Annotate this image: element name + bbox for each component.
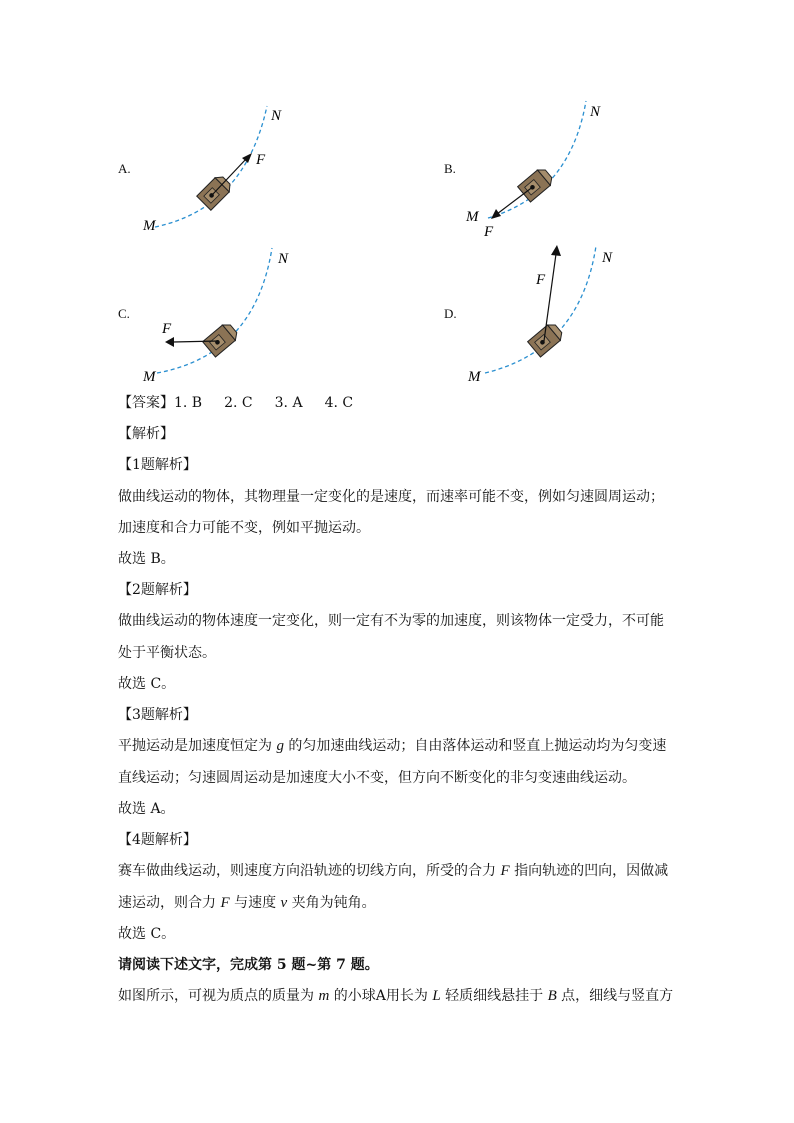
arrow-head — [551, 245, 561, 256]
option-d-figure — [462, 240, 632, 388]
label-m: M — [466, 209, 479, 225]
q4-text-line — [118, 861, 668, 881]
var-m: m — [318, 988, 330, 1004]
arrow-head — [491, 209, 501, 219]
answer-line — [118, 393, 353, 413]
q3-text-part: 的匀加速曲线运动；自由落体运动和竖直上抛运动均为匀变速 — [283, 738, 667, 754]
q2-text-line: 处于平衡状态。 — [118, 645, 216, 661]
option-c-figure — [135, 243, 305, 388]
q4-text-part: 指向轨迹的凹向，因做减 — [509, 863, 669, 879]
reading-text-part: 如图所示，可视为质点的质量为 — [118, 988, 319, 1004]
answer-item: 1. B — [174, 395, 203, 411]
option-b-figure — [462, 96, 622, 241]
q4-heading: 【4题解析】 — [118, 832, 197, 848]
q2-heading: 【2题解析】 — [118, 582, 197, 598]
label-n: N — [590, 104, 601, 120]
q1-text-line: 加速度和合力可能不变，例如平抛运动。 — [118, 520, 370, 536]
option-a-figure — [135, 98, 295, 238]
answer-item: 3. A — [274, 395, 303, 411]
label-f: F — [536, 272, 546, 288]
option-d-label: D. — [444, 306, 457, 321]
label-m: M — [143, 369, 156, 385]
option-b-label: B. — [444, 161, 456, 176]
var-l: L — [432, 988, 441, 1004]
reading-text-part: 点，细线与竖直方 — [556, 988, 674, 1004]
track-curve — [488, 101, 586, 218]
label-f: F — [256, 152, 266, 168]
analysis-heading: 【解析】 — [118, 426, 174, 442]
option-a-label: A. — [118, 161, 131, 176]
q3-text-line — [118, 736, 666, 756]
q3-conclusion: 故选 A。 — [118, 801, 175, 817]
q3-heading: 【3题解析】 — [118, 707, 197, 723]
var-f: F — [220, 895, 230, 911]
race-car — [518, 166, 555, 202]
answer-item: 4. C — [324, 395, 354, 411]
label-m: M — [143, 218, 156, 234]
label-n: N — [602, 250, 613, 266]
q4-conclusion: 故选 C。 — [118, 926, 176, 942]
q1-heading: 【1题解析】 — [118, 457, 197, 473]
q4-text-part: 赛车做曲线运动，则速度方向沿轨迹的切线方向，所受的合力 — [118, 863, 501, 879]
option-c-label: C. — [118, 306, 130, 321]
q1-text-line: 做曲线运动的物体，其物理量一定变化的是速度，而速率可能不变，例如匀速圆周运动； — [118, 489, 664, 505]
arrow-head — [165, 337, 174, 347]
var-f: F — [500, 863, 510, 879]
label-f: F — [162, 321, 172, 337]
reading-text-part: 的小球A用长为 — [329, 988, 433, 1004]
var-g: g — [276, 738, 284, 754]
q4-text-part: 夹角为钝角。 — [287, 895, 376, 911]
label-n: N — [278, 251, 289, 267]
q4-text-part: 与速度 — [229, 895, 281, 911]
var-b: B — [547, 988, 557, 1004]
q3-text-line: 直线运动；匀速圆周运动是加速度大小不变，但方向不断变化的非匀变速曲线运动。 — [118, 770, 636, 786]
answer-heading: 【答案】 — [118, 395, 174, 411]
reading-text-part: 轻质细线悬挂于 — [440, 988, 548, 1004]
label-f: F — [484, 224, 494, 240]
q2-conclusion: 故选 C。 — [118, 676, 176, 692]
reading-intro — [118, 986, 673, 1006]
q1-conclusion: 故选 B。 — [118, 551, 175, 567]
race-car — [203, 321, 240, 357]
q3-text-part: 平抛运动是加速度恒定为 — [118, 738, 277, 754]
reading-prompt: 请阅读下述文字，完成第 5 题~第 7 题。 — [118, 957, 379, 973]
label-m: M — [468, 369, 481, 385]
q4-text-part: 速运动，则合力 — [118, 895, 221, 911]
label-n: N — [271, 108, 282, 124]
var-v: v — [280, 895, 288, 911]
q2-text-line: 做曲线运动的物体速度一定变化，则一定有不为零的加速度，则该物体一定受力，不可能 — [118, 613, 664, 629]
answer-item: 2. C — [224, 395, 253, 411]
q4-text-line — [118, 893, 376, 913]
